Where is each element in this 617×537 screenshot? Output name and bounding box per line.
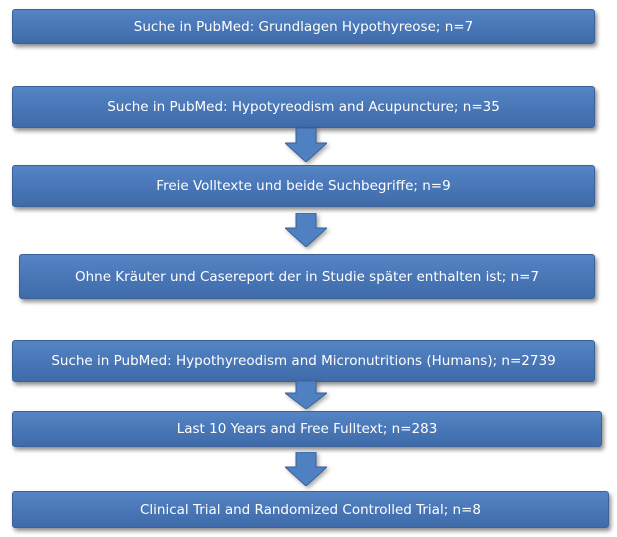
step-box-2 — [12, 86, 595, 128]
down-arrow-icon — [285, 213, 327, 247]
step-text-6: Last 10 Years and Free Fulltext; n=283 — [176, 421, 438, 437]
step-text-3: Freie Volltexte und beide Suchbegriffe; n=9 — [156, 178, 451, 194]
step-box-5 — [12, 340, 595, 382]
step-text-2: Suche in PubMed: Hypotyreodism and Acupuncture; n=35 — [107, 99, 500, 115]
step-box-4 — [19, 254, 595, 299]
step-text-4: Ohne Kräuter und Casereport der in Studie später enthalten ist; n=7 — [74, 268, 540, 285]
step-text-1: Suche in PubMed: Grundlagen Hypothyreose; n=7 — [133, 18, 474, 35]
down-arrow-icon — [285, 128, 327, 162]
down-arrow-icon — [285, 381, 327, 409]
step-box-1 — [12, 9, 595, 44]
step-text-7: Clinical Trial and Randomized Controlled Trial; n=8 — [139, 501, 482, 518]
step-box-7 — [12, 491, 609, 528]
step-box-3 — [12, 165, 595, 207]
step-box-6 — [12, 411, 602, 447]
step-text-5: Suche in PubMed: Hypothyreodism and Micronutritions (Humans); n=2739 — [51, 353, 556, 369]
down-arrow-icon — [285, 452, 327, 486]
